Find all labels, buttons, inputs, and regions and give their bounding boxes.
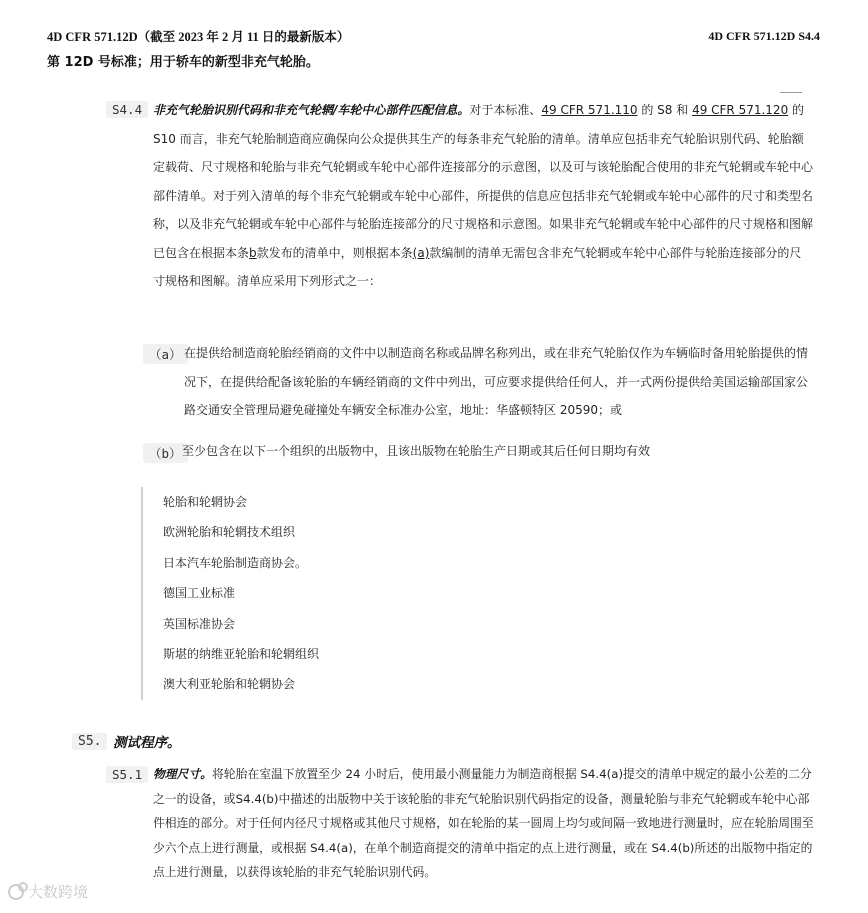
section-tag-s5: S5. [72,733,107,750]
list-item: 英国标准协会 [163,616,236,631]
link-paragraph-a[interactable]: (a) [412,245,430,260]
section-s4-4-paragraph [153,96,813,296]
section-tag-s5-1: S5.1 [106,766,148,783]
section-s5-title: 测试程序。 [113,735,181,751]
text-run: 的 S10 而言，非充气轮胎制造商应确保向公众提供其生产的每条非充气轮胎的清单。清单应包括非充气轮胎识别代码、轮胎额定载荷、尺寸规格和轮胎与非充气轮辋或车轮中心部件连接部分的示意图，以及可与该轮胎配合使用的非充气轮辋或车轮中心部件清单。对于列入清单的每个非充气轮辋或车轮中心部件，所提供的信息应包括非充气轮辋或车轮中心部件的尺寸和类型名称，以及非充气轮辋或车轮中心部件与轮胎连接部分的尺寸规格和示意图。如果非充气轮辋或车轮中心部件的尺寸规格和图解已包含在根据本条 [153,103,814,260]
list-item: 欧洲轮胎和轮辋技术组织 [163,525,296,540]
text-run: 的 S8 和 [637,103,693,117]
standard-title: 第 12D 号标准；用于轿车的新型非充气轮胎。 [47,55,319,70]
list-item: 德国工业标准 [163,586,236,601]
link-49cfr571-110[interactable]: 49 CFR 571.110 [541,103,638,117]
list-item: 斯堪的纳维亚轮胎和轮辋组织 [163,646,320,661]
link-paragraph-b[interactable]: b [249,245,257,260]
watermark-logo-icon [8,884,24,900]
text-run: 款发布的清单中，则根据本条 [256,245,413,260]
divider [780,92,802,93]
running-header-left: 4D CFR 571.12D（截至 2023 年 2 月 11 日的最新版本） [47,30,350,44]
text-run: 对于本标准、 [469,103,542,117]
watermark-text: 大数跨境 [28,883,89,901]
section-s5-1-heading: 物理尺寸。 [153,767,212,781]
organization-list [141,487,543,700]
item-a-text: 在提供给制造商轮胎经销商的文件中以制造商名称或品牌名称列出，或在非充气轮胎仅作为车辆临时备用轮胎提供的情况下，在提供给配备该轮胎的车辆经销商的文件中列出，可应要求提供给任何人，并一式两份提供给美国运输部国家公路交通安全管理局避免碰撞处车辆安全标准办公室，地址：华盛顿特区 20590；或 [184,346,809,417]
section-s4-4-heading: 非充气轮胎识别代码和非充气轮辋/车轮中心部件匹配信息。 [153,103,470,117]
list-item: 轮胎和轮辋协会 [163,495,248,509]
link-49cfr571-120[interactable]: 49 CFR 571.120 [692,103,789,117]
item-tag-b: （b） [143,443,188,463]
item-tag-a: （a） [143,344,188,364]
watermark [8,881,88,902]
running-header-right: 4D CFR 571.12D S4.4 [708,29,820,43]
section-s5-1-paragraph [153,762,818,885]
list-item: 日本汽车轮胎制造商协会。 [163,555,308,570]
list-item: 澳大利亚轮胎和轮辋协会 [163,677,296,692]
item-b-text: 至少包含在以下一个组织的出版物中，且该出版物在轮胎生产日期或其后任何日期均有效 [182,444,651,458]
section-tag-s4-4: S4.4 [106,101,148,118]
text-run: 将轮胎在室温下放置至少 24 小时后，使用最小测量能力为制造商根据 S4.4(a)提交的清单中规定的最小公差的二分之一的设备，或S4.4(b)中描述的出版物中关于该轮胎的非充气轮胎识别代码指定的设备，测量轮胎与非充气轮辋或车轮中心部件相连的部分。对于任何内径尺寸规格或其他尺寸规格，如在轮胎的某一圆周上均匀或间隔一致地进行测量时，应在轮胎周围至少六个点上进行测量，或根据 S4.4(a)，在单个制造商提交的清单中指定的点上进行测量，或在 S4.4(b)所述的出版物中指定的点上进行测量，以获得该轮胎的非充气轮胎识别代码。 [153,767,814,879]
text-run: 款编制的清单无需包含非充气轮辋或车轮中心部件与轮胎连接部分的尺寸规格和图解。清单应采用下列形式之一： [153,245,802,288]
